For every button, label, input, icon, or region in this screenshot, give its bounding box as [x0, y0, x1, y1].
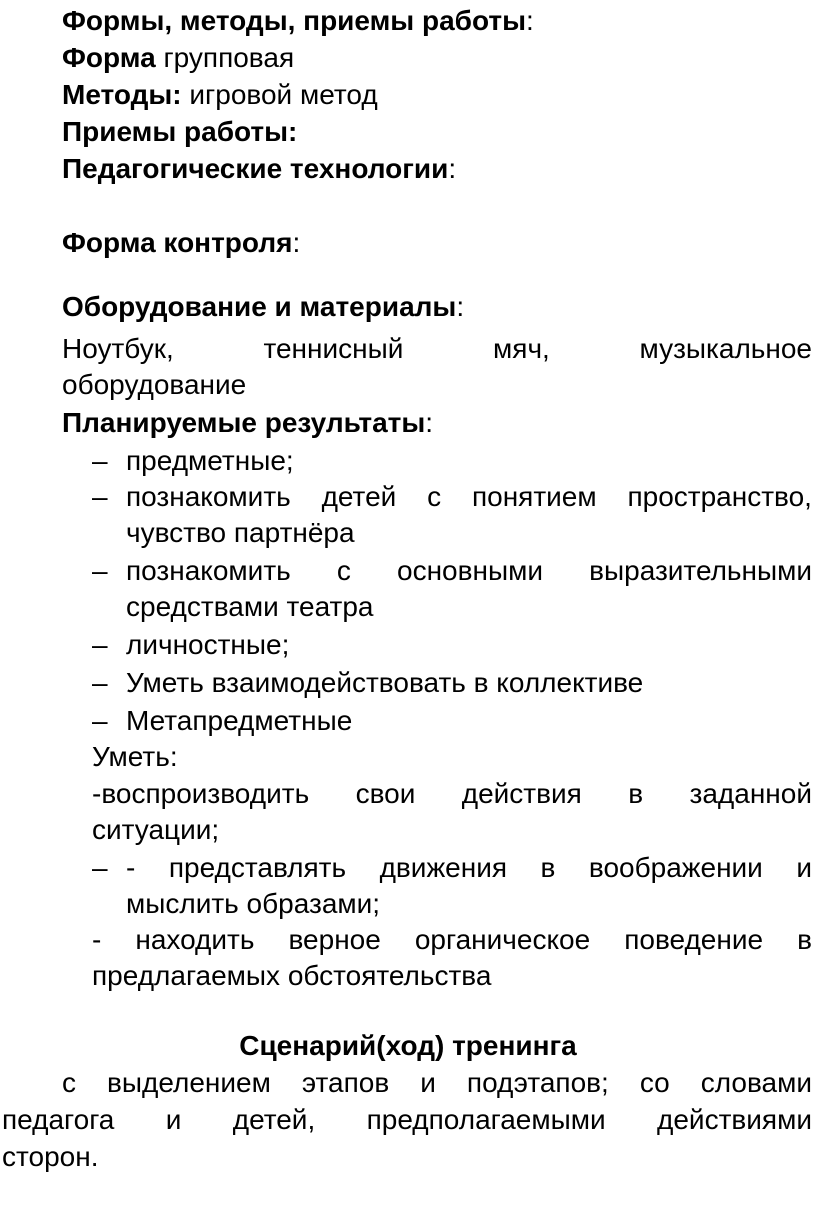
able-label: Уметь: — [92, 741, 178, 772]
word: словами — [700, 1067, 812, 1098]
form-line — [62, 39, 294, 76]
dash-bullet: – — [92, 445, 108, 476]
methods-value: игровой метод — [189, 79, 378, 110]
word: свои — [355, 778, 416, 809]
word: познакомить — [126, 481, 291, 512]
equipment-line-2: оборудование — [62, 369, 247, 400]
word: в — [797, 924, 812, 955]
reproduce-line-1 — [92, 775, 812, 812]
word: предполагаемыми — [366, 1104, 606, 1135]
control-line — [62, 224, 300, 261]
result-item-space-line-1 — [126, 478, 812, 515]
word: основными — [397, 555, 543, 586]
word: со — [639, 1067, 670, 1098]
equipment-label: Оборудование и материалы — [62, 291, 457, 322]
scenario-title: Сценарий(ход) тренинга — [239, 1030, 577, 1061]
word: верное — [288, 924, 381, 955]
equipment-heading — [62, 288, 464, 325]
word: в — [628, 778, 644, 809]
colon: : — [456, 291, 465, 322]
result-item-meta: Метапредметные — [126, 705, 353, 736]
word: и — [796, 852, 812, 883]
word: с — [427, 481, 442, 512]
reproduce-line-2: ситуации; — [92, 814, 220, 845]
scenario-line-2 — [2, 1101, 812, 1138]
word: поведение — [624, 924, 764, 955]
form-value: групповая — [163, 42, 295, 73]
result-item-personal: личностные; — [126, 629, 290, 660]
word: выделением — [107, 1067, 271, 1098]
dash-bullet: – — [92, 705, 108, 736]
word: действиями — [657, 1104, 812, 1135]
result-item-space-line-2: чувство партнёра — [126, 517, 355, 548]
word: -воспроизводить — [92, 778, 310, 809]
word: Ноутбук, — [62, 333, 174, 364]
results-heading — [62, 404, 433, 441]
scenario-line-1 — [62, 1064, 812, 1101]
imagine-line-1 — [126, 849, 812, 886]
techniques-label: Приемы работы: — [62, 116, 298, 147]
word: - — [92, 924, 102, 955]
word: в — [540, 852, 556, 883]
dash-bullet: – — [92, 481, 108, 512]
word: понятием — [471, 481, 597, 512]
dash-bullet: – — [92, 667, 108, 698]
word: действия — [461, 778, 582, 809]
word: и — [165, 1104, 182, 1135]
word: пространство, — [627, 481, 812, 512]
word: находить — [135, 924, 255, 955]
result-item-subject: предметные; — [126, 445, 294, 476]
result-item-theatre-line-2: средствами театра — [126, 591, 374, 622]
word: музыкальное — [639, 333, 812, 364]
behavior-line-1 — [92, 921, 812, 958]
word: мяч, — [493, 333, 550, 364]
forms-methods-label: Формы, методы, приемы работы — [62, 5, 526, 36]
form-label: Форма — [62, 42, 156, 73]
methods-line — [62, 76, 378, 113]
control-label: Форма контроля — [62, 227, 293, 258]
technologies-label: Педагогические технологии — [62, 153, 449, 184]
word: с — [336, 555, 351, 586]
colon: : — [526, 5, 534, 36]
equipment-line-1 — [62, 330, 812, 367]
scenario-line-3: сторон. — [2, 1141, 99, 1172]
word: детей — [321, 481, 397, 512]
technologies-line — [62, 150, 456, 187]
colon: : — [292, 227, 301, 258]
word: и — [420, 1067, 436, 1098]
word: заданной — [689, 778, 812, 809]
result-item-theatre-line-1 — [126, 552, 812, 589]
word: воображении — [588, 852, 763, 883]
word: представлять — [168, 852, 347, 883]
colon: : — [448, 153, 457, 184]
word: педагога — [2, 1104, 115, 1135]
methods-label: Методы: — [62, 79, 182, 110]
result-item-interact: Уметь взаимодействовать в коллективе — [126, 667, 644, 698]
results-label: Планируемые результаты — [62, 407, 426, 438]
word: познакомить — [126, 555, 291, 586]
word: - — [126, 852, 136, 883]
dash-bullet: – — [92, 852, 108, 883]
behavior-line-2: предлагаемых обстоятельства — [92, 960, 492, 991]
forms-methods-heading — [62, 2, 534, 39]
imagine-line-2: мыслить образами; — [126, 888, 381, 919]
word: детей, — [232, 1104, 316, 1135]
word: выразительными — [589, 555, 812, 586]
word: теннисный — [263, 333, 404, 364]
word: этапов — [301, 1067, 390, 1098]
word: подэтапов; — [466, 1067, 609, 1098]
word: органическое — [414, 924, 591, 955]
dash-bullet: – — [92, 629, 108, 660]
word: движения — [379, 852, 508, 883]
colon: : — [425, 407, 434, 438]
dash-bullet: – — [92, 555, 108, 586]
word: с — [62, 1067, 76, 1098]
